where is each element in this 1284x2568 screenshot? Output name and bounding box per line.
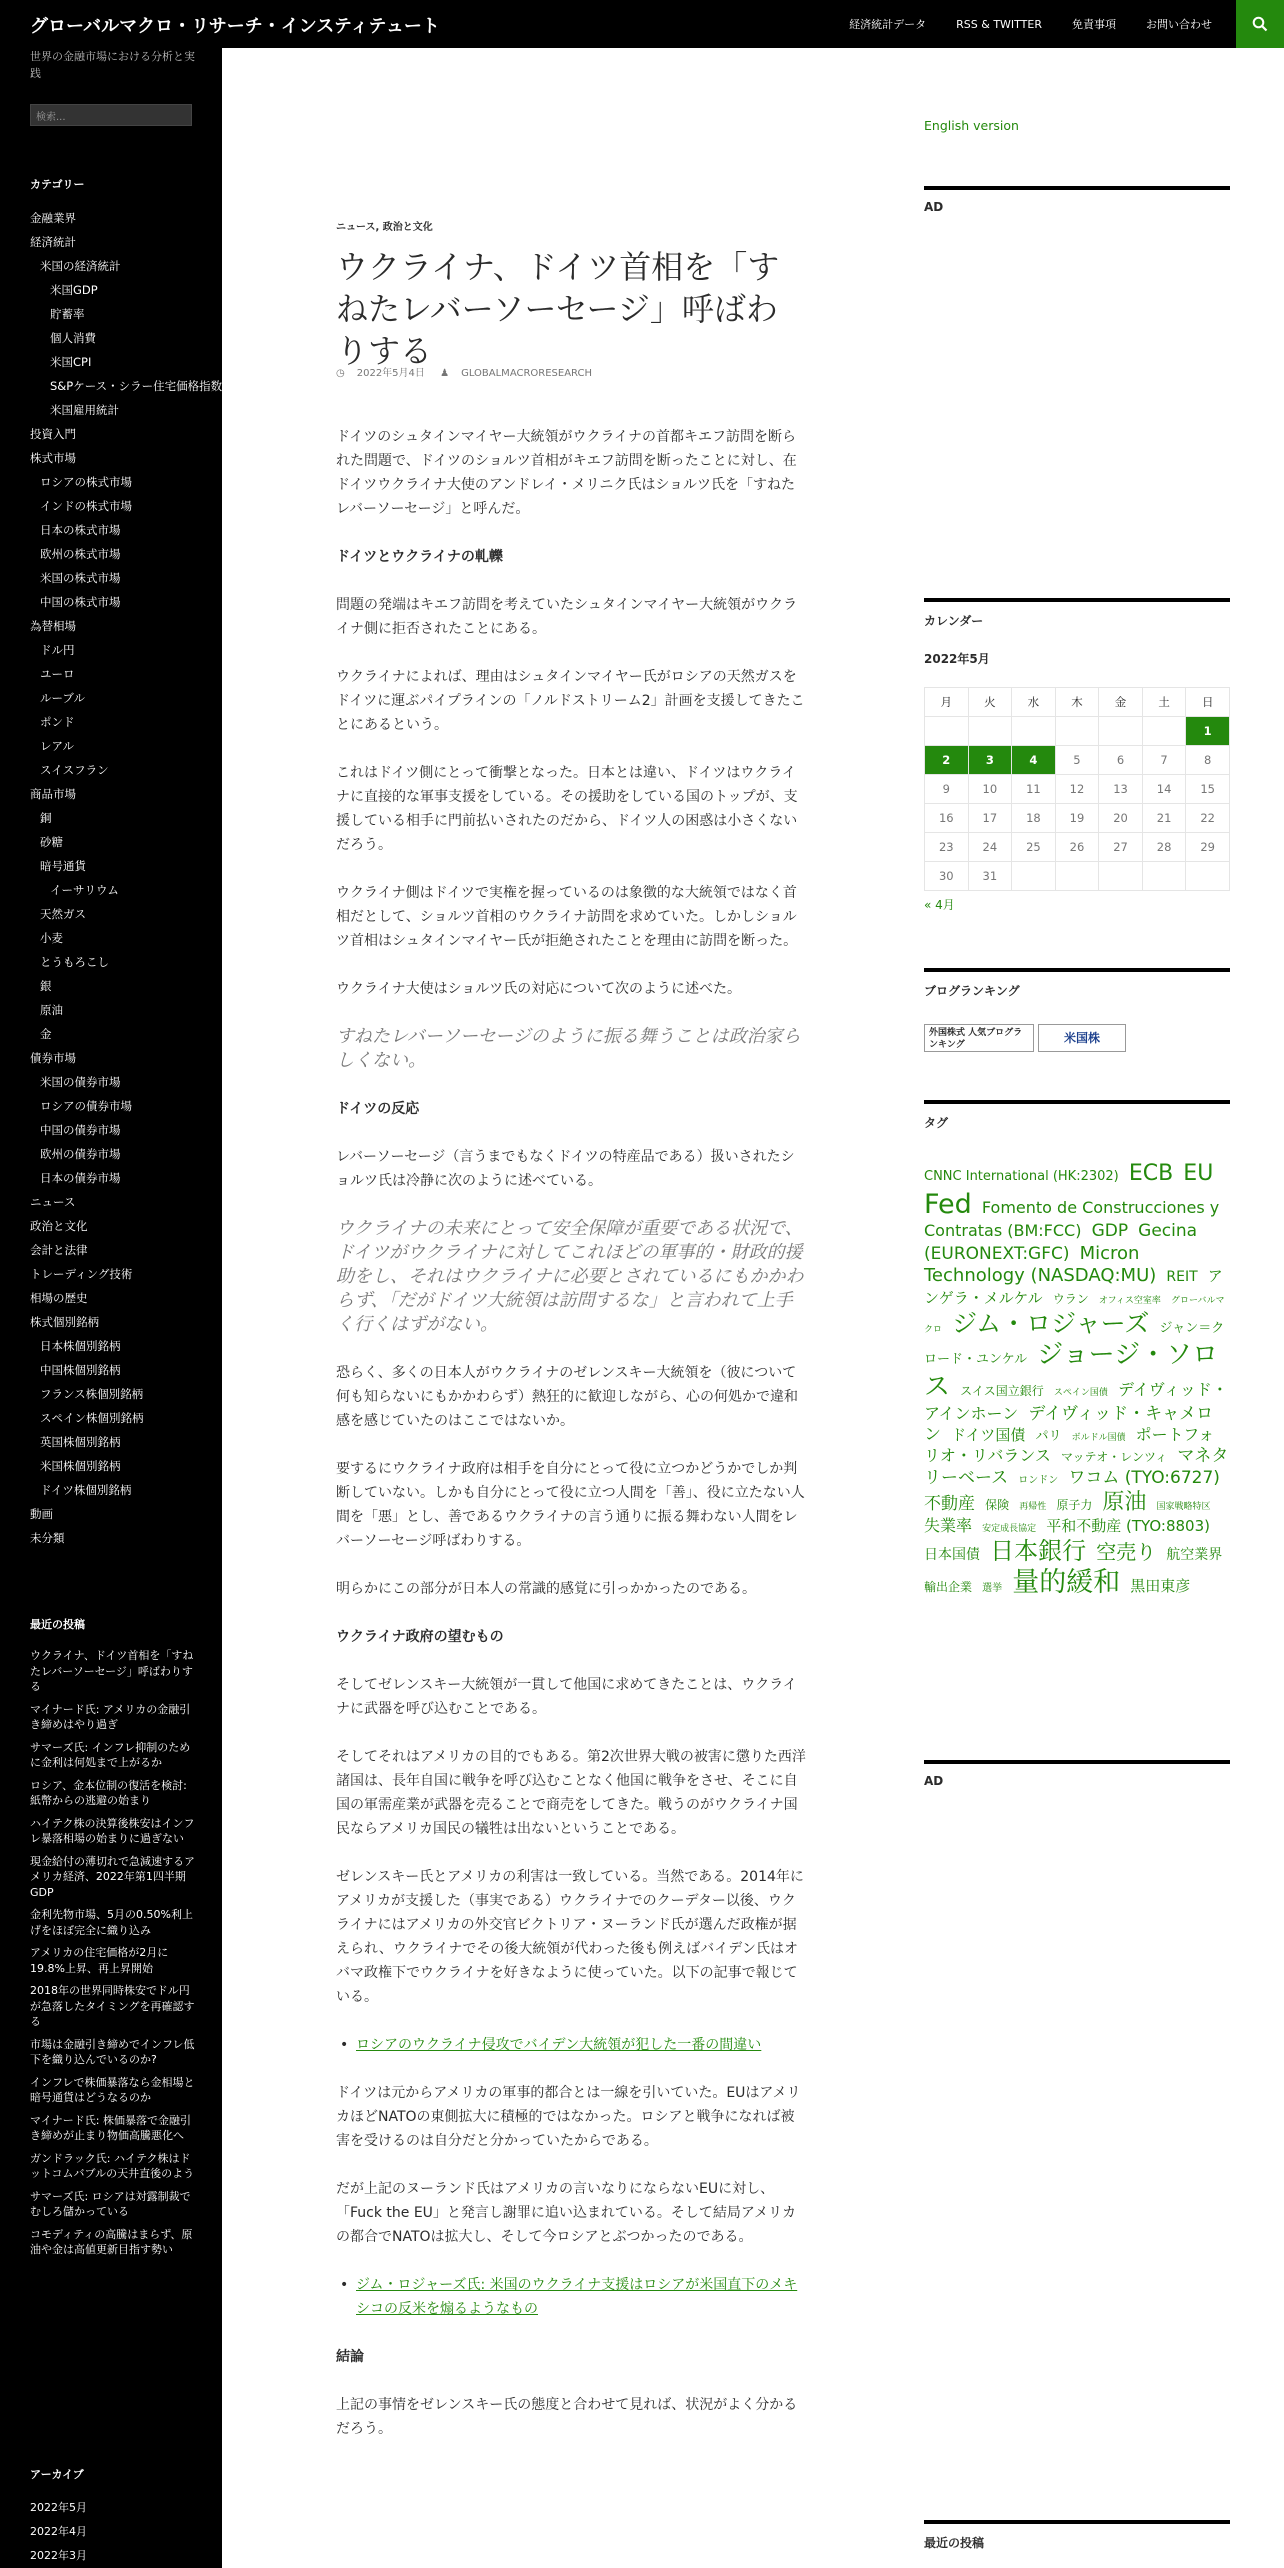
tag-link[interactable]: 日本銀行: [990, 1537, 1087, 1566]
sidebar-category-item[interactable]: 米国株個別銘柄: [40, 1459, 121, 1473]
calendar-day[interactable]: 3: [968, 746, 1012, 775]
sidebar-category-item[interactable]: トレーディング技術: [30, 1267, 133, 1281]
tag-link[interactable]: ジム・ロジャーズ: [952, 1308, 1150, 1338]
paragraph: ドイツは元からアメリカの軍事的都合とは一線を引いていた。EUはアメリカほどNATOの東側拡大に積極的ではなかった。ロシアと戦争になれば被害を受けるのは自分だと分かっていたからである。: [336, 2085, 801, 2149]
sidebar-category-item[interactable]: 為替相場: [30, 619, 76, 633]
article-body: [336, 425, 808, 2465]
sidebar-category-item[interactable]: 米国の株式市場: [40, 571, 121, 585]
english-version-link[interactable]: English version: [924, 118, 1019, 133]
sidebar-category-item[interactable]: 欧州の株式市場: [40, 547, 121, 561]
calendar-day: [1012, 862, 1056, 891]
topnav-item[interactable]: 経済統計データ: [849, 18, 927, 31]
calendar-table: [924, 687, 1230, 891]
sidebar-recent-post[interactable]: アメリカの住宅価格が2月に19.8%上昇、再上昇開始: [30, 1946, 169, 1975]
sidebar-recent-post[interactable]: インフレで株価暴落なら金相場と暗号通貨はどうなるのか: [30, 2075, 195, 2104]
paragraph: ゼレンスキー氏とアメリカの利害は一致している。当然である。2014年にアメリカが支援した（事実である）ウクライナでのクーデター以後、ウクライナにはアメリカの外交官ビクトリア・ヌーランド氏が選んだ政権が据えられ、ウクライナでその後大統領が代わった後も例えばバイデン氏はオバマ政権下でウクライナを好きなように使っていた。以下の記事で報じている。: [336, 1869, 804, 2005]
right-recent-posts-heading: 最近の投稿: [924, 2520, 1230, 2551]
tag-link[interactable]: デイヴィッド・アインホーン: [924, 1380, 1228, 1423]
sidebar-recent-post[interactable]: 金利先物市場、5月の0.50%利上げをほぼ完全に織り込み: [30, 1908, 193, 1937]
sidebar-category-item[interactable]: 中国の株式市場: [40, 595, 121, 609]
topnav-item[interactable]: RSS & TWITTER: [956, 17, 1042, 31]
sidebar-category-item[interactable]: 英国株個別銘柄: [40, 1435, 121, 1449]
related-article-link[interactable]: • ジム・ロジャーズ氏: 米国のウクライナ支援はロシアが米国直下のメキシコの反米を煽るようなもの: [356, 2273, 808, 2321]
calendar-day: 20: [1099, 804, 1143, 833]
paragraph: 明らかにこの部分が日本人の常識的感覚に引っかかったのである。: [336, 1581, 756, 1597]
sidebar-category-item[interactable]: 個人消費: [50, 331, 96, 345]
calendar-day: 22: [1186, 804, 1230, 833]
tag-link[interactable]: 日本国債: [924, 1547, 980, 1564]
sidebar-category-item[interactable]: 米国の債券市場: [40, 1075, 121, 1089]
calendar-prev-link[interactable]: « 4月: [924, 898, 955, 912]
site-header: [0, 0, 1284, 48]
tag-link[interactable]: マネタリーベース: [924, 1446, 1229, 1488]
sidebar-category-item[interactable]: レアル: [40, 739, 75, 753]
sidebar-recent-post[interactable]: マイナード氏: 株価暴落で金融引き締めが止まり物価高騰悪化へ: [30, 2113, 191, 2142]
tag-link[interactable]: ECB: [1128, 1161, 1174, 1186]
sidebar-category-item[interactable]: 債券市場: [30, 1051, 76, 1065]
section-heading: ウクライナ政府の望むもの: [336, 1629, 504, 1645]
blockquote: すねたレバーソーセージのように振る舞うことは政治家らしくない。: [336, 1026, 801, 1071]
sidebar-category-item[interactable]: 原油: [40, 1003, 63, 1017]
sidebar-recent-post[interactable]: コモディティの高騰はまらず、原油や金は高値更新目指す勢い: [30, 2227, 193, 2256]
calendar-day: 12: [1055, 775, 1099, 804]
sidebar-archive-item[interactable]: 2022年3月: [30, 2549, 87, 2562]
calendar-day: 28: [1142, 833, 1186, 862]
archives-list: [30, 2496, 195, 2568]
calendar-day[interactable]: 1: [1186, 717, 1230, 746]
tag-link[interactable]: アンゲラ・メルケル: [924, 1267, 1223, 1307]
tag-link[interactable]: ワコム (TYO:6727): [1068, 1467, 1220, 1488]
sidebar-recent-post[interactable]: サマーズ氏: インフレ抑制のために金利は何処まで上がるか: [30, 1740, 191, 1769]
tag-link[interactable]: パリ: [1035, 1429, 1062, 1444]
ranking-banner-us-stocks[interactable]: 米国株: [1038, 1024, 1126, 1052]
tag-link[interactable]: 原子力: [1056, 1497, 1093, 1512]
sidebar-recent-post[interactable]: ロシア、金本位制の復活を検討: 紙幣からの逃避の始まり: [30, 1778, 187, 1807]
sidebar-category-item[interactable]: ロシアの株式市場: [40, 475, 132, 489]
tag-link[interactable]: 不動産: [924, 1493, 975, 1514]
tag-link[interactable]: オフィス空室率: [1098, 1295, 1161, 1306]
recent-posts-list: [30, 1648, 195, 2265]
calendar-day: 10: [968, 775, 1012, 804]
paragraph: 恐らく、多くの日本人がウクライナのゼレンスキー大統領を（彼について何も知らないにもかかわらず）熱狂的に歓迎しながら、心の何処かで違和感を感じていたのはここではないか。: [336, 1365, 798, 1429]
sidebar-category-item[interactable]: ユーロ: [40, 667, 75, 681]
calendar-heading: カレンダー: [924, 598, 1230, 629]
paragraph: そしてそれはアメリカの目的でもある。第2次世界大戦の被害に懲りた西洋諸国は、長年自国に戦争を呼び込むことなく他国に戦争をさせ、そこに自国の軍需産業が武器を売ることで商売をしてきた。戦うのがウクライナ国民ならアメリカ国民の犠牲は出ないということである。: [336, 1749, 806, 1837]
calendar-day: [1055, 862, 1099, 891]
sidebar-archive-item[interactable]: 2022年4月: [30, 2525, 87, 2538]
search-icon: [1252, 16, 1268, 32]
tag-link[interactable]: 失業率: [924, 1516, 973, 1536]
calendar-day: 15: [1186, 775, 1230, 804]
calendar-day[interactable]: 2: [925, 746, 969, 775]
calendar-day: 31: [968, 862, 1012, 891]
article-author[interactable]: GLOBALMACRORESEARCH: [461, 368, 593, 379]
article-categories[interactable]: ニュース, 政治と文化: [336, 222, 433, 233]
calendar-day: 18: [1012, 804, 1056, 833]
calendar-weekday: 金: [1099, 688, 1143, 717]
author-icon: ♟: [440, 368, 450, 379]
sidebar-category-item[interactable]: 政治と文化: [30, 1219, 88, 1233]
sidebar-category-item[interactable]: 商品市場: [30, 787, 76, 801]
sidebar-category-item[interactable]: とうもろこし: [40, 955, 109, 969]
categories-list: [30, 206, 222, 1550]
calendar-day: 17: [968, 804, 1012, 833]
paragraph: 問題の発端はキエフ訪問を考えていたシュタインマイヤー大統領がウクライナ側に拒否されたことにある。: [336, 597, 798, 637]
sidebar-category-item[interactable]: 株式個別銘柄: [30, 1315, 99, 1329]
tag-link[interactable]: 輸出企業: [924, 1580, 973, 1595]
paragraph: レバーソーセージ（言うまでもなくドイツの特産品である）扱いされたショルツ氏は冷静に次のように述べている。: [336, 1149, 795, 1189]
sidebar-category-item[interactable]: 未分類: [30, 1531, 65, 1545]
sidebar-category-item[interactable]: 暗号通貨: [40, 859, 86, 873]
left-sidebar: [0, 48, 222, 2568]
calendar-day: 27: [1099, 833, 1143, 862]
ranking-heading: ブログランキング: [924, 968, 1230, 999]
sidebar-recent-post[interactable]: サマーズ氏: ロシアは対露制裁でむしろ儲かっている: [30, 2189, 191, 2218]
calendar-day: 11: [1012, 775, 1056, 804]
paragraph: 要するにウクライナ政府は相手を自分にとって役に立つかどうかでしか判断していない。しかも自分にとって役に立つ人間を「善」、役に立たない人間を「悪」とし、善であるウクライナの言う通りに振る舞わない人間をレバーソーセージ呼ばわりする。: [336, 1461, 805, 1549]
sidebar-category-item[interactable]: 日本株個別銘柄: [40, 1339, 121, 1353]
sidebar-category-item[interactable]: 天然ガス: [40, 907, 86, 921]
article-meta: [336, 364, 604, 379]
tag-link[interactable]: 黒田東彦: [1130, 1577, 1191, 1596]
tag-link[interactable]: 量的緩和: [1012, 1567, 1121, 1599]
tag-link[interactable]: 空売り: [1096, 1540, 1157, 1565]
sidebar-category-item[interactable]: フランス株個別銘柄: [40, 1387, 144, 1401]
sidebar-category-item[interactable]: 銅: [40, 811, 52, 825]
calendar-day: 14: [1142, 775, 1186, 804]
calendar-day: 29: [1186, 833, 1230, 862]
tag-link[interactable]: グローバルマクロ: [924, 1295, 1225, 1335]
tag-link[interactable]: 国家戦略特区: [1156, 1501, 1211, 1512]
sidebar-category-item[interactable]: 米国GDP: [50, 283, 98, 297]
tag-link[interactable]: スペイン国債: [1053, 1388, 1108, 1399]
sidebar-category-item[interactable]: 会計と法律: [30, 1243, 88, 1257]
paragraph: これはドイツ側にとって衝撃となった。日本とは違い、ドイツはウクライナに直接的な軍事支援をしている。その援助をしている国のトップが、支援している相手に門前払いされたのだから、ドイツ人の困惑は小さくないだろう。: [336, 765, 798, 853]
calendar-weekday: 日: [1186, 688, 1230, 717]
blockquote: ウクライナの未来にとって安全保障が重要である状況で、ドイツがウクライナに対してこれほどの軍事的・財政的援助をし、それはウクライナに必要とされているにもかかわらず、「だがドイツ大統領は訪問するな」と言われて上手く行くはずがない。: [336, 1218, 804, 1335]
article-title: ウクライナ、ドイツ首相を「すねたレバーソーセージ」呼ばわりする: [336, 248, 780, 370]
calendar-day: 23: [925, 833, 969, 862]
tag-link[interactable]: マッテオ・レンツィ: [1060, 1450, 1168, 1465]
sidebar-category-item[interactable]: S&Pケース・シラー住宅価格指数: [50, 379, 222, 393]
sidebar-category-item[interactable]: 金: [40, 1027, 52, 1041]
sidebar-search-input[interactable]: 検索...: [30, 104, 192, 126]
article-date[interactable]: 2022年5月4日: [356, 368, 425, 379]
paragraph: だが上記のヌーランド氏はアメリカの言いなりにならないEUに対し、「Fuck the EU」と発言し謝罪に追い込まれている。そして結局アメリカの都合でNATOは拡大し、そして今ロシアとぶつかったのである。: [336, 2181, 796, 2245]
sidebar-category-item[interactable]: ルーブル: [40, 691, 85, 705]
tag-link[interactable]: 安定成長協定: [982, 1524, 1037, 1535]
categories-heading: カテゴリー: [30, 178, 85, 191]
calendar-day: 25: [1012, 833, 1056, 862]
tag-link[interactable]: Micron Technology (NASDAQ:MU): [924, 1242, 1157, 1286]
tag-link[interactable]: 平和不動産 (TYO:8803): [1046, 1517, 1210, 1536]
paragraph: ウクライナ側はドイツで実権を握っているのは象徴的な大統領ではなく首相だとして、ショルツ首相のウクライナ訪問を求めていた。しかしショルツ首相はシュタインマイヤー氏が拒絶されたことを理由に訪問を断った。: [336, 885, 798, 949]
calendar-day: [1142, 862, 1186, 891]
tag-link[interactable]: EU: [1183, 1161, 1214, 1186]
tag-link[interactable]: 原油: [1102, 1489, 1147, 1515]
paragraph: そしてゼレンスキー大統領が一貫して他国に求めてきたことは、ウクライナに武器を呼び込むことである。: [336, 1677, 797, 1717]
sidebar-category-item[interactable]: 中国株個別銘柄: [40, 1363, 121, 1377]
site-description: 世界の金融市場における分析と実践: [30, 50, 195, 80]
calendar-weekday: 木: [1055, 688, 1099, 717]
sidebar-category-item[interactable]: 貯蓄率: [50, 307, 85, 321]
sidebar-recent-post[interactable]: 市場は金融引き締めでインフレ低下を織り込んでいるのか?: [30, 2037, 195, 2066]
tag-link[interactable]: ボルドル国債: [1071, 1433, 1126, 1443]
sidebar-category-item[interactable]: 米国CPI: [50, 355, 92, 369]
ad-heading-1: AD: [924, 186, 1230, 214]
tag-cloud: [924, 1160, 1230, 1600]
calendar-day: [1099, 717, 1143, 746]
paragraph: ウクライナによれば、理由はシュタインマイヤー氏がロシアの天然ガスをドイツに運ぶパイプラインの「ノルドストリーム2」計画を支援してきたことにあるという。: [336, 669, 805, 733]
calendar-weekday: 水: [1012, 688, 1056, 717]
tag-link[interactable]: ドイツ国債: [951, 1426, 1026, 1444]
paragraph: 上記の事情をゼレンスキー氏の態度と合わせて見れば、状況がよく分かるだろう。: [336, 2397, 798, 2437]
tag-link[interactable]: ジョージ・ソロス: [924, 1339, 1219, 1403]
tag-link[interactable]: 航空業界: [1166, 1547, 1223, 1564]
sidebar-category-item[interactable]: 相場の歴史: [30, 1291, 88, 1305]
sidebar-category-item[interactable]: 中国の債券市場: [40, 1123, 121, 1137]
tag-link[interactable]: CNNC International (HK:2302): [924, 1169, 1119, 1184]
tag-link[interactable]: Gecina (EURONEXT:GFC): [924, 1221, 1198, 1264]
tag-link[interactable]: スイス国立銀行: [960, 1384, 1044, 1399]
calendar-day: [1142, 717, 1186, 746]
calendar-day: 26: [1055, 833, 1099, 862]
sidebar-category-item[interactable]: 金融業界: [30, 211, 76, 225]
tags-heading: タグ: [924, 1100, 1230, 1131]
sidebar-recent-post[interactable]: ハイテク株の決算後株安はインフレ暴落相場の始まりに過ぎない: [30, 1816, 195, 1845]
sidebar-recent-post[interactable]: ガンドラック氏: ハイテク株はドットコムバブルの天井直後のよう: [30, 2151, 195, 2180]
sidebar-recent-post[interactable]: ウクライナ、ドイツ首相を「すねたレバーソーセージ」呼ばわりする: [30, 1649, 194, 1693]
sidebar-category-item[interactable]: イーサリウム: [50, 883, 119, 897]
archives-heading: アーカイブ: [30, 2468, 84, 2481]
sidebar-category-item[interactable]: ポンド: [40, 715, 75, 729]
sidebar-category-item[interactable]: 小麦: [40, 931, 63, 945]
sidebar-recent-post[interactable]: 現金給付の薄切れで急減速するアメリカ経済、2022年第1四半期GDP: [30, 1854, 195, 1899]
calendar-day: [1099, 862, 1143, 891]
calendar-day: 16: [925, 804, 969, 833]
tag-link[interactable]: 選挙: [982, 1583, 1003, 1595]
sidebar-category-item[interactable]: ニュース: [30, 1195, 76, 1209]
calendar-weekday: 火: [968, 688, 1012, 717]
sidebar-category-item[interactable]: 米国の経済統計: [40, 259, 121, 273]
sidebar-category-item[interactable]: 株式市場: [30, 451, 76, 465]
topnav-item[interactable]: 免責事項: [1072, 18, 1116, 31]
calendar-day: 30: [925, 862, 969, 891]
calendar-day: 19: [1055, 804, 1099, 833]
topnav-item[interactable]: お問い合わせ: [1146, 18, 1212, 31]
sidebar-category-item[interactable]: 砂糖: [40, 835, 63, 849]
calendar-day: 13: [1099, 775, 1143, 804]
sidebar-category-item[interactable]: 銀: [40, 979, 52, 993]
top-navigation: [849, 0, 1212, 48]
recent-posts-heading: 最近の投稿: [30, 1618, 85, 1631]
tag-link[interactable]: デイヴィッド・キャメロン: [924, 1403, 1214, 1445]
date-icon: ◷: [336, 368, 345, 379]
tag-link[interactable]: ポートフォリオ・リバランス: [924, 1425, 1215, 1466]
sidebar-category-item[interactable]: 投資入門: [30, 427, 76, 441]
ad-heading-2: AD: [924, 1760, 1230, 1788]
tag-link[interactable]: 保険: [985, 1497, 1010, 1512]
section-heading: ドイツとウクライナの軋轢: [336, 549, 503, 565]
sidebar-recent-post[interactable]: 2018年の世界同時株安でドル円が急落したタイミングを再確認する: [30, 1984, 195, 2028]
sidebar-category-item[interactable]: 経済統計: [30, 235, 76, 249]
ranking-banner-foreign-stocks[interactable]: 外国株式 人気ブログランキング: [924, 1024, 1034, 1052]
paragraph: ウクライナ大使はショルツ氏の対応について次のように述べた。: [336, 981, 742, 997]
tag-link[interactable]: Fomento de Construcciones y Contratas (BM:FCC): [924, 1197, 1220, 1241]
calendar-day[interactable]: 4: [1012, 746, 1056, 775]
section-heading: 結論: [336, 2349, 364, 2365]
sidebar-category-item[interactable]: ドイツ株個別銘柄: [40, 1483, 132, 1497]
calendar-day: 21: [1142, 804, 1186, 833]
sidebar-category-item[interactable]: ロシアの債券市場: [40, 1099, 132, 1113]
sidebar-category-item[interactable]: 米国雇用統計: [50, 403, 119, 417]
calendar-day: [1012, 717, 1056, 746]
calendar-day: 9: [925, 775, 969, 804]
calendar-day: 8: [1186, 746, 1230, 775]
search-button[interactable]: [1236, 0, 1284, 48]
sidebar-category-item[interactable]: 動画: [30, 1507, 53, 1521]
calendar-day: [1055, 717, 1099, 746]
calendar-day: 7: [1142, 746, 1186, 775]
tag-link[interactable]: GDP: [1091, 1221, 1129, 1242]
calendar-caption: 2022年5月: [924, 652, 990, 666]
tag-link[interactable]: ロンドン: [1018, 1474, 1059, 1486]
related-article-link[interactable]: • ロシアのウクライナ侵攻でバイデン大統領が犯した一番の間違い: [356, 2033, 808, 2057]
tag-link[interactable]: 再帰性: [1019, 1501, 1047, 1512]
calendar-day: [925, 717, 969, 746]
paragraph: ドイツのシュタインマイヤー大統領がウクライナの首都キエフ訪問を断られた問題で、ドイツのショルツ首相がキエフ訪問を断ったことに対し、在ドイツウクライナ大使のアンドレイ・メリニク氏はショルツ氏を「すねたレバーソーセージ」と呼んだ。: [336, 429, 797, 517]
sidebar-category-item[interactable]: スペイン株個別銘柄: [40, 1411, 144, 1425]
sidebar-category-item[interactable]: 欧州の債券市場: [40, 1147, 121, 1161]
tag-link[interactable]: REIT: [1166, 1269, 1198, 1285]
sidebar-category-item[interactable]: 日本の債券市場: [40, 1171, 121, 1185]
sidebar-category-item[interactable]: 日本の株式市場: [40, 523, 121, 537]
tag-link[interactable]: ウラン: [1052, 1291, 1089, 1306]
calendar-day: [1186, 862, 1230, 891]
calendar-weekday: 月: [925, 688, 969, 717]
tag-link[interactable]: ジャン＝クロード・ユンケル: [924, 1320, 1225, 1367]
sidebar-category-item[interactable]: ドル円: [40, 643, 75, 657]
section-heading: ドイツの反応: [336, 1101, 420, 1117]
calendar-weekday: 土: [1142, 688, 1186, 717]
calendar-day: 24: [968, 833, 1012, 862]
calendar-day: 6: [1099, 746, 1143, 775]
calendar-day: 5: [1055, 746, 1099, 775]
sidebar-category-item[interactable]: スイスフラン: [40, 763, 109, 777]
sidebar-category-item[interactable]: インドの株式市場: [40, 499, 132, 513]
site-title[interactable]: グローバルマクロ・リサーチ・インスティテュート: [30, 16, 440, 37]
sidebar-recent-post[interactable]: マイナード氏: アメリカの金融引き締めはやり過ぎ: [30, 1702, 191, 1731]
tag-link[interactable]: Fed: [924, 1188, 972, 1220]
calendar-day: [968, 717, 1012, 746]
sidebar-archive-item[interactable]: 2022年5月: [30, 2501, 87, 2514]
